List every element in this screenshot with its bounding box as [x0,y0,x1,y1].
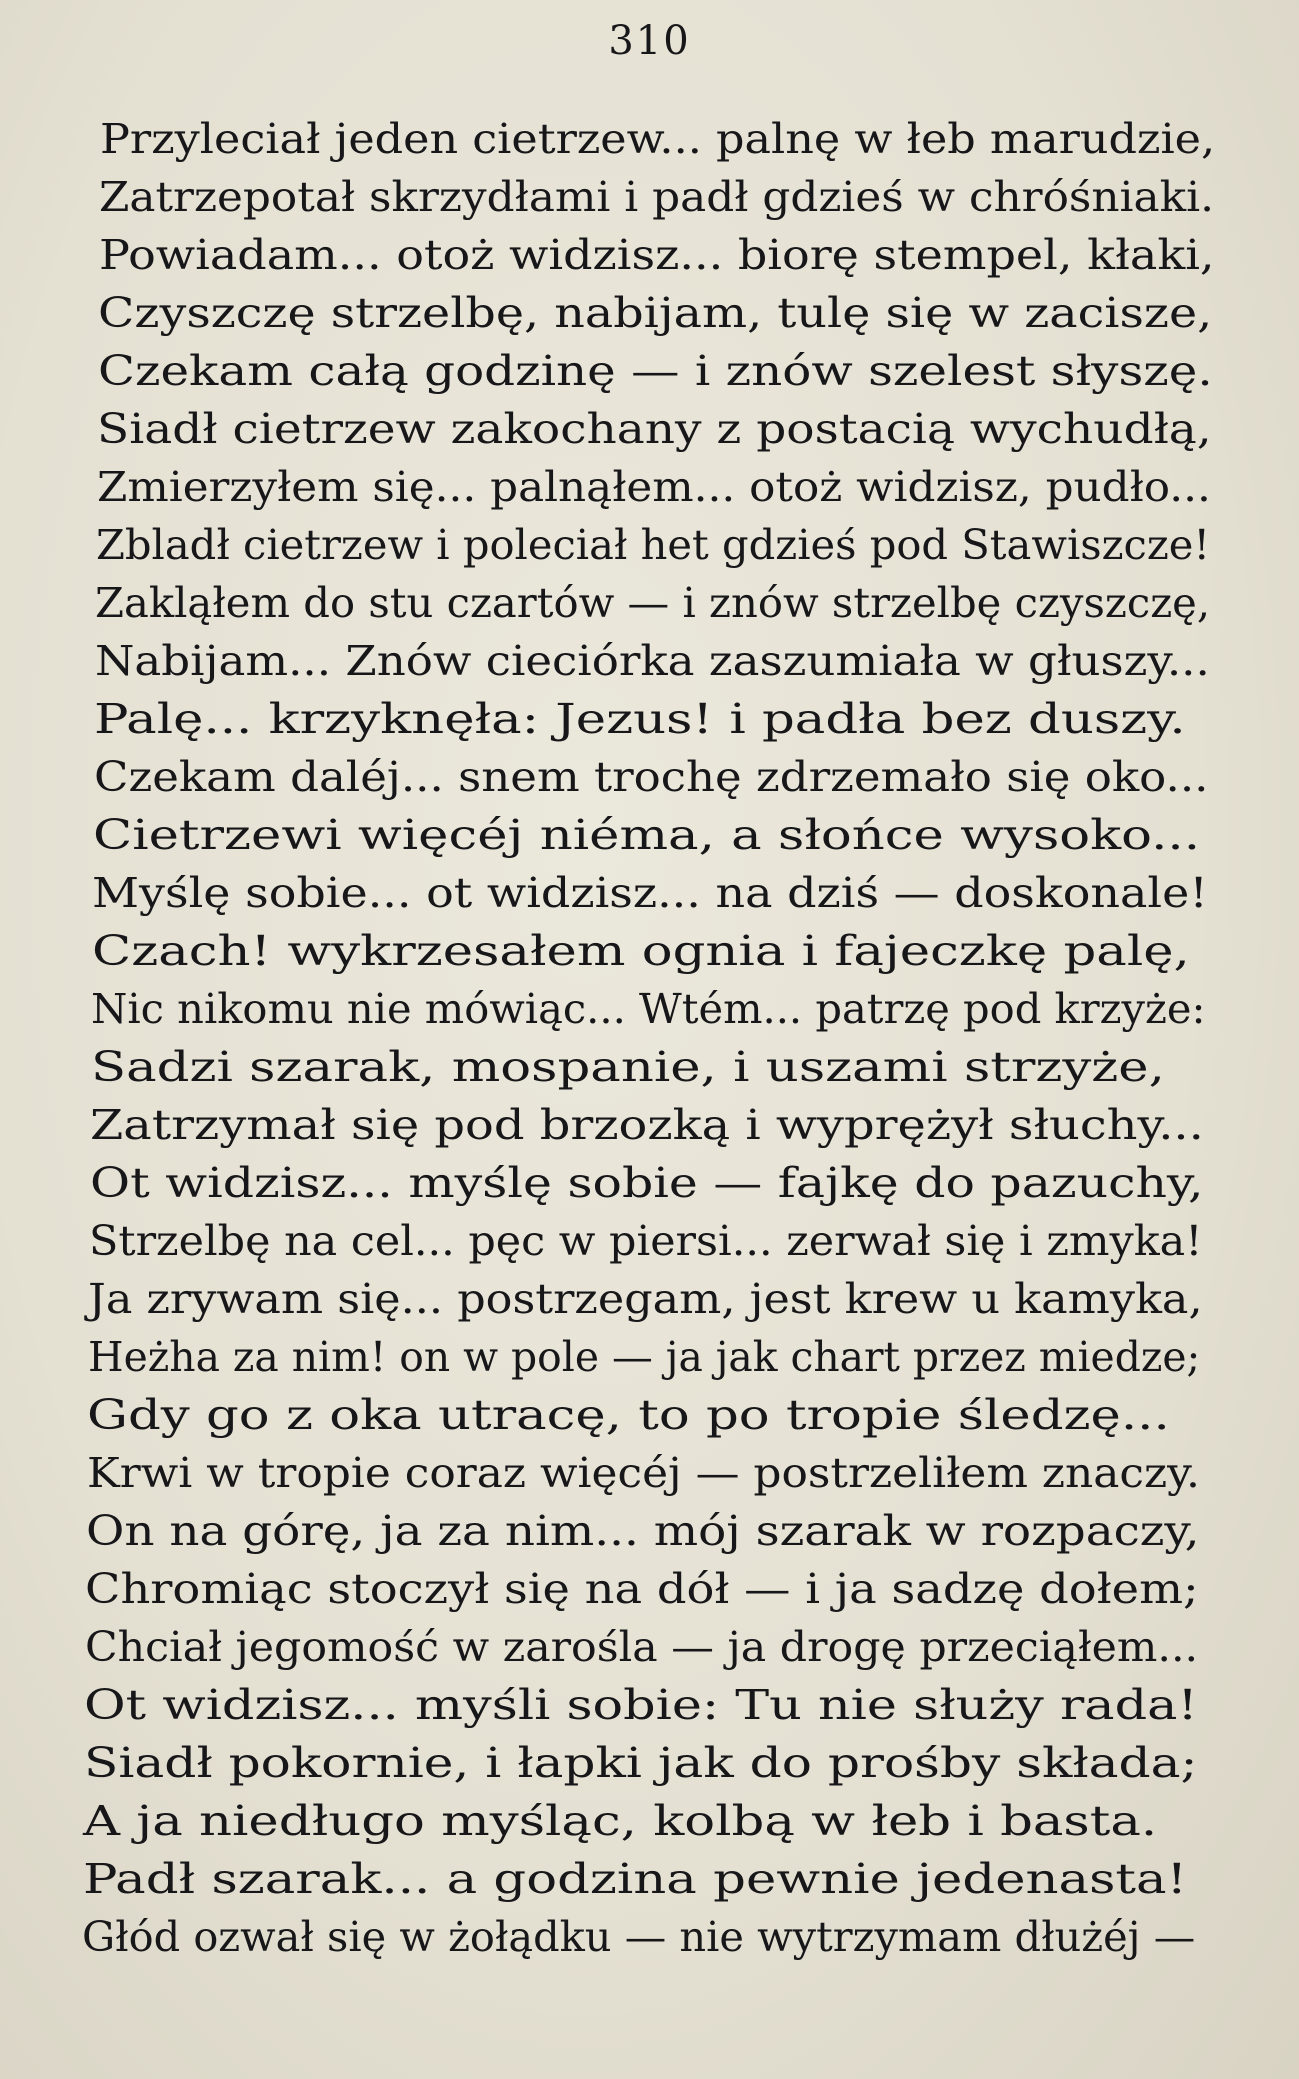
verse-line: Heżha za nim! on w pole — ja jak chart przez miedze; [88,1333,1201,1381]
verse-line: Sadzi szarak, mospanie, i uszami strzyże, [91,1043,1165,1091]
verse-line: Ja zrywam się... postrzegam, jest krew u kamyka, [88,1275,1203,1323]
verse-line: Nabijam... Znów cieciórka zaszumiała w głuszy... [95,637,1210,685]
verse-line: Czekam daléj... snem trochę zdrzemało się oko... [94,753,1209,801]
verse-line: Ot widzisz... myśli sobie: Tu nie służy rada! [84,1681,1198,1729]
verse-line: A ja niedługo myśląc, kolbą w łeb i basta. [83,1797,1158,1845]
verse-line: Chromiąc stoczył się na dół — i ja sadzę dołem; [85,1565,1199,1613]
verse-line: Powiadam... otoż widzisz... biorę stempel, kłaki, [99,231,1215,279]
verse-line: Zatrzymał się pod brzozką i wyprężył słuchy... [90,1101,1204,1149]
verse-line: Czyszczę strzelbę, nabijam, tulę się w zacisze, [98,289,1213,337]
page-number: 310 [608,18,691,64]
verse-line: Siadł pokornie, i łapki jak do prośby składa; [84,1739,1198,1787]
verse-line: Palę... krzyknęła: Jezus! i padła bez duszy. [94,695,1186,743]
verse-line: Przyleciał jeden cietrzew... palnę w łeb marudzie, [100,115,1216,163]
verse-line: Zmierzyłem się... palnąłem... otoż widzisz, pudło... [97,463,1211,511]
verse-line: Chciał jegomość w zarośla — ja drogę przeciąłem... [85,1623,1199,1671]
verse-line: Zatrzepotał skrzydłami i padł gdzieś w chróśniaki. [99,173,1215,221]
verse-line: Zakląłem do stu czartów — i znów strzelbę czyszczę, [95,579,1211,627]
verse-line: Głód ozwał się w żołądku — nie wytrzymam dłużéj — [82,1913,1196,1961]
verse-line: Gdy go z oka utracę, to po tropie śledzę... [87,1391,1170,1439]
verse-line: Ot widzisz... myślę sobie — fajkę do pazuchy, [90,1159,1204,1207]
verse-line: Zbladł cietrzew i poleciał het gdzieś pod Stawiszcze! [96,521,1211,569]
verse-line: Myślę sobie... ot widzisz... na dziś — doskonale! [92,869,1208,917]
verse-line: Czach! wykrzesałem ognia i fajeczkę palę, [92,927,1190,975]
verse-line: Cietrzewi więcéj niéma, a słońce wysoko... [93,811,1200,859]
verse-line: Krwi w tropie coraz więcéj — postrzeliłem znaczy. [87,1449,1201,1497]
verse-line: On na górę, ja za nim... mój szarak w rozpaczy, [86,1507,1200,1555]
verse-line: Strzelbę na cel... pęc w piersi... zerwał się i zmyka! [89,1217,1203,1265]
verse-line: Siadł cietrzew zakochany z postacią wychudłą, [97,405,1212,453]
verse-line: Padł szarak... a godzina pewnie jedenasta! [83,1855,1188,1903]
verse-line: Nic nikomu nie mówiąc... Wtém... patrzę pod krzyże: [91,985,1206,1033]
verse-line: Czekam całą godzinę — i znów szelest słyszę. [98,347,1213,395]
